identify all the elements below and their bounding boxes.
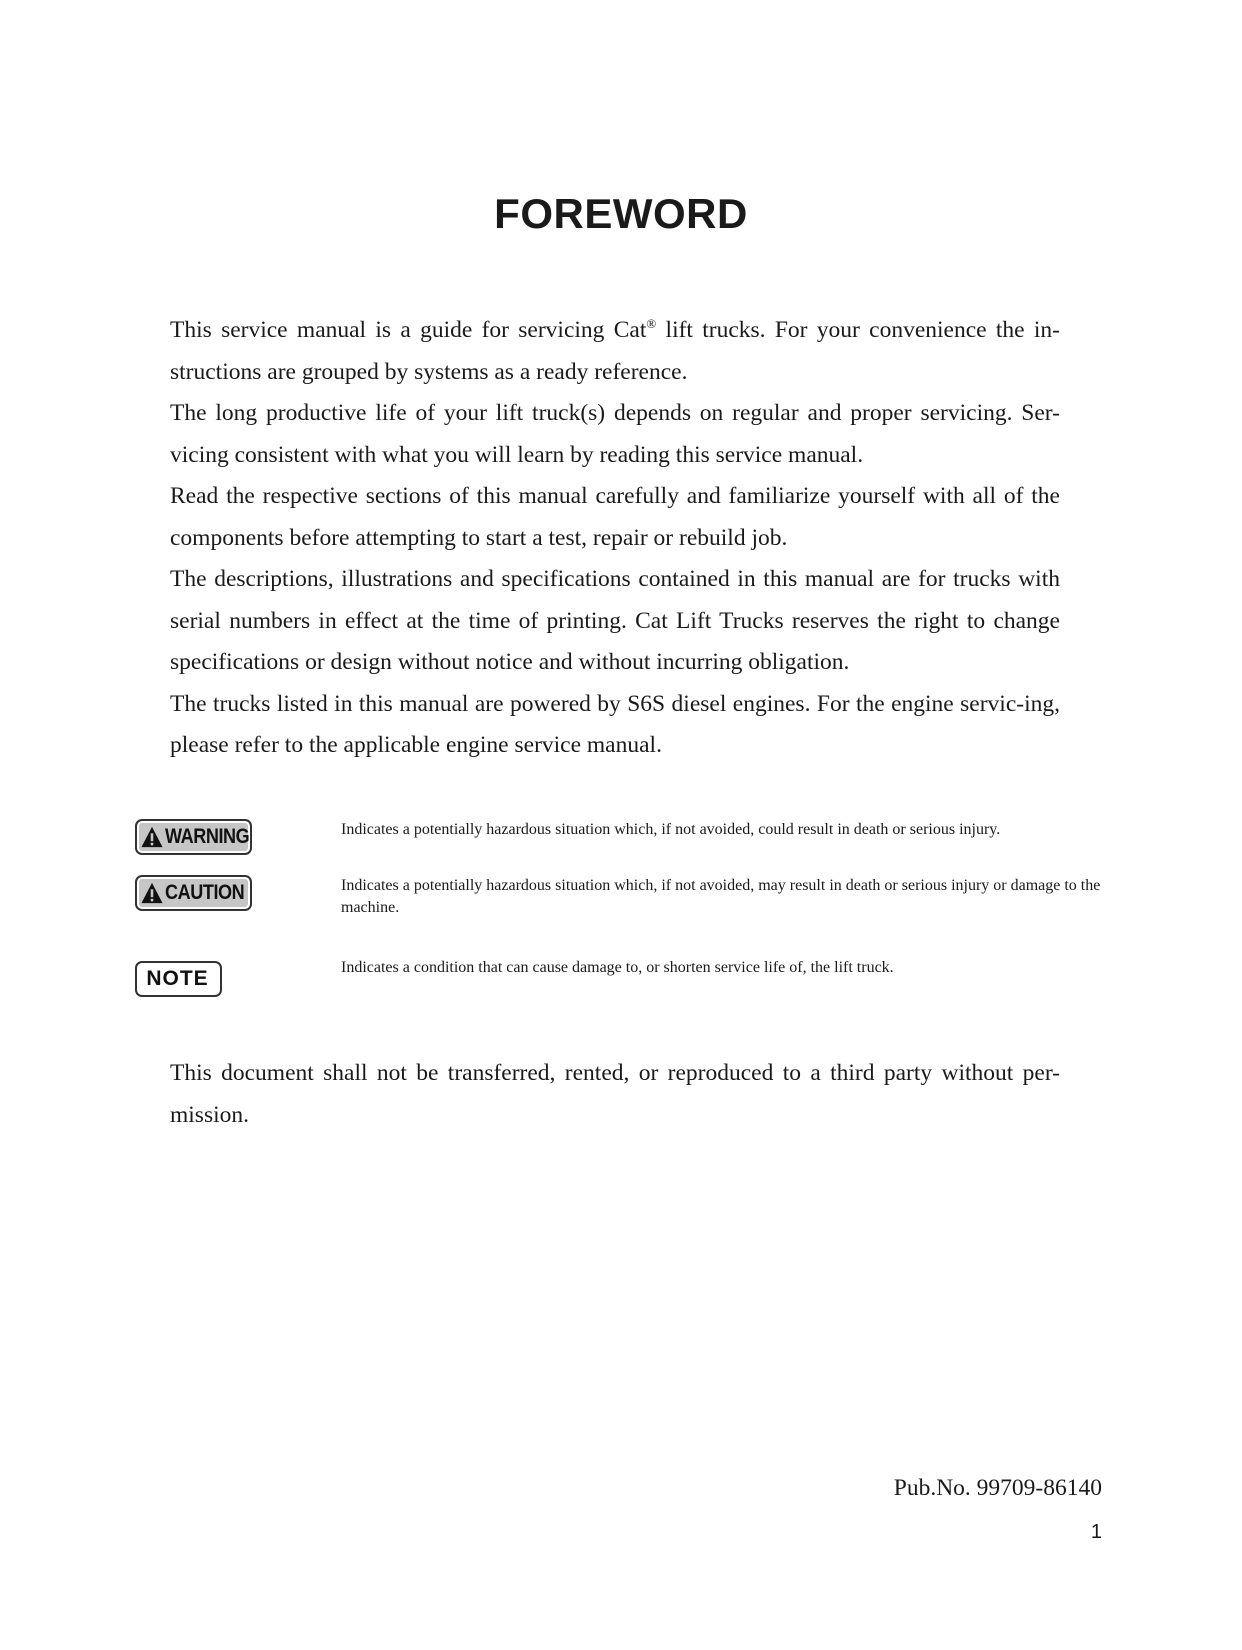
caution-badge — [135, 875, 252, 911]
foreword-paragraph-1: This service manual is a guide for servicing Cat® lift trucks. For your convenience the in-structions are grouped by systems as a ready reference. — [170, 316, 1061, 385]
note-badge — [135, 961, 222, 997]
foreword-paragraph-5: The trucks listed in this manual are powered by S6S diesel engines. For the engine servic-ing, please refer to the applicable engine service manual. — [170, 690, 1060, 758]
foreword-paragraph-2: The long productive life of your lift truck(s) depends on regular and proper servicing. Ser-vicing consistent with what you will learn by reading this service manual. — [170, 400, 1060, 468]
caution-description: Indicates a potentially hazardous situation which, if not avoided, may result in death or serious injury or damage to the machine. — [341, 877, 1101, 916]
reproduction-notice: This document shall not be transferred, rented, or reproduced to a third party without per-mission. — [170, 1060, 1060, 1128]
warning-description: Indicates a potentially hazardous situation which, if not avoided, could result in death or serious injury. — [341, 821, 1001, 838]
warning-triangle-icon — [141, 826, 163, 848]
page-title: FOREWORD — [494, 190, 748, 237]
publication-number: Pub.No. 99709-86140 — [893, 1475, 1102, 1501]
note-description: Indicates a condition that can cause damage to, or shorten service life of, the lift truck. — [341, 959, 894, 976]
foreword-paragraph-4: The descriptions, illustrations and specifications contained in this manual are for trucks with serial numbers in effect at the time of printing. Cat Lift Trucks reserves the right to change specifications or design without notice and without incurring obligation. — [170, 566, 1060, 675]
caution-label: CAUTION — [165, 881, 245, 904]
page-number: 1 — [1090, 1521, 1102, 1543]
warning-badge — [135, 819, 252, 855]
warning-triangle-icon — [141, 882, 163, 904]
registered-mark: ® — [646, 316, 657, 331]
foreword-body — [170, 310, 1060, 767]
foreword-paragraph-3: Read the respective sections of this manual carefully and familiarize yourself with all of the components before attempting to start a test, repair or rebuild job. — [170, 483, 1060, 551]
note-label: NOTE — [146, 967, 209, 990]
warning-label: WARNING — [165, 825, 250, 848]
